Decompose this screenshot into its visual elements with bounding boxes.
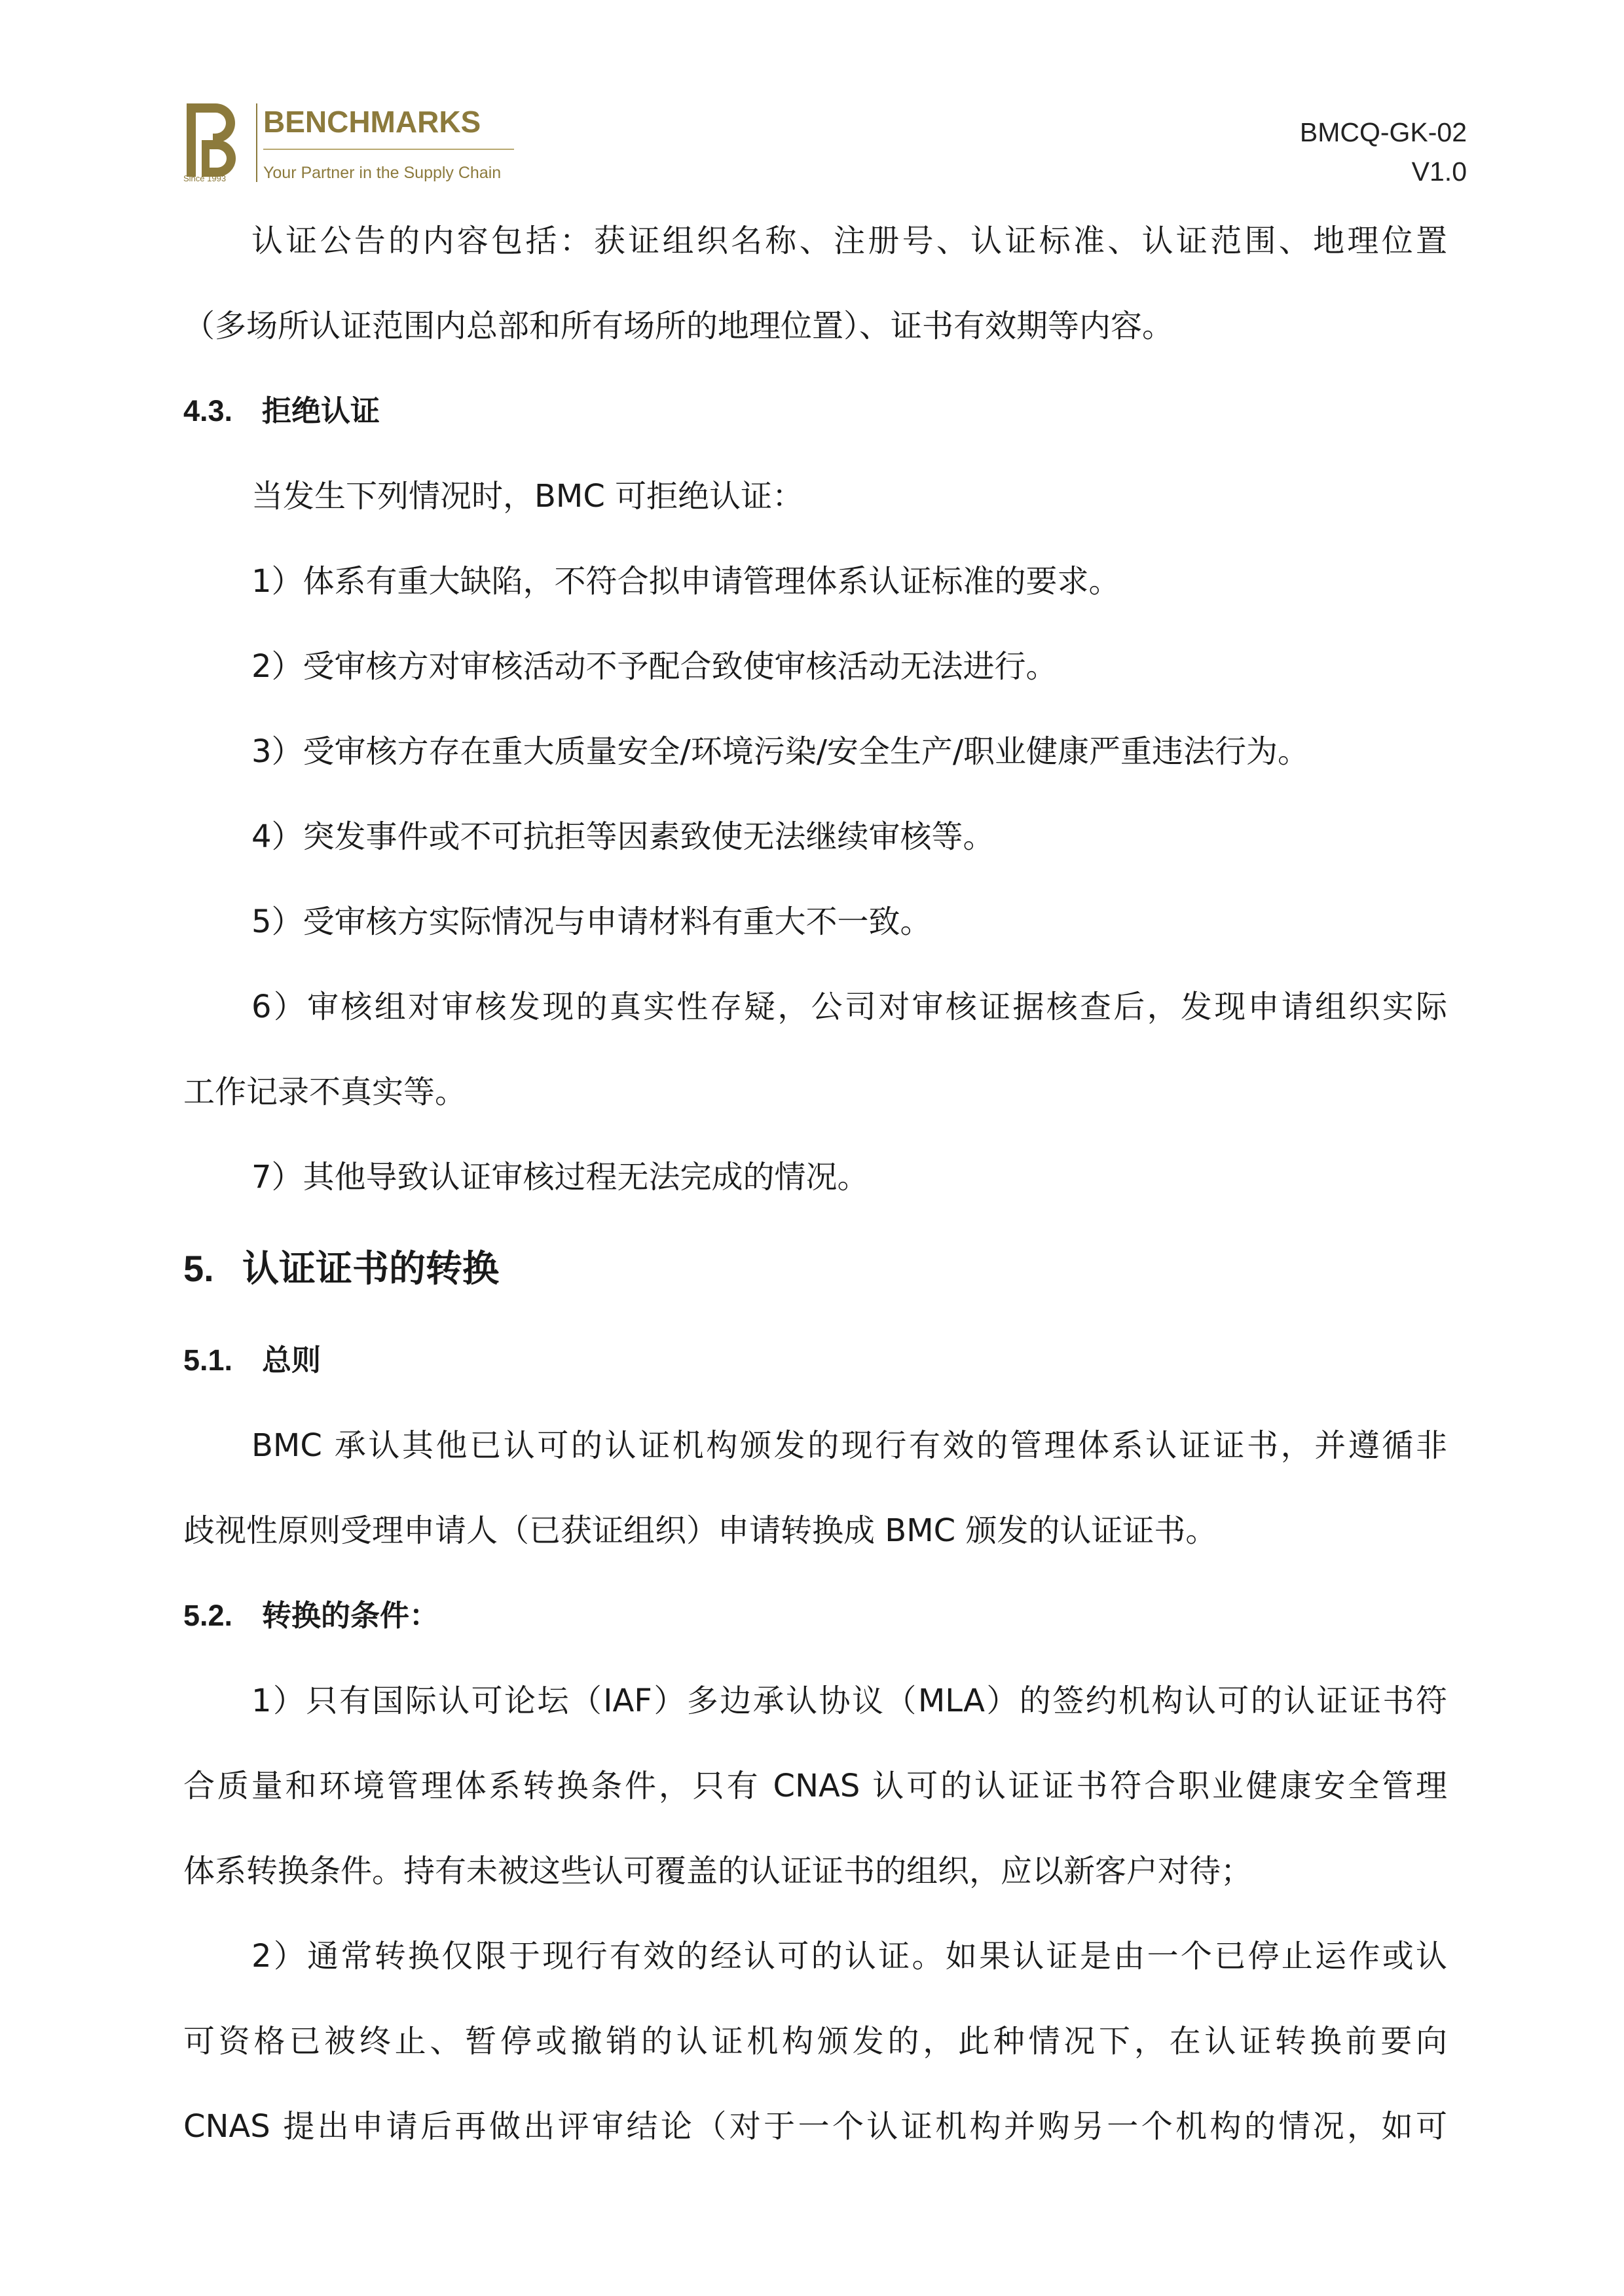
section-5-2-number: 5.2. (183, 1599, 233, 1632)
section-5-1-line1: BMC 承认其他已认可的认证机构颁发的现行有效的管理体系认证证书，并遵循非 (251, 1427, 1447, 1464)
refusal-item-3: 3）受审核方存在重大质量安全/环境污染/安全生产/职业健康严重违法行为。 (251, 733, 1310, 770)
logo-tagline: Your Partner in the Supply Chain (263, 164, 502, 182)
section-4-3-intro: 当发生下列情况时，BMC 可拒绝认证： (251, 478, 804, 515)
section-4-3-title: 拒绝认证 (262, 394, 380, 428)
section-5-title: 认证证书的转换 (242, 1248, 499, 1289)
refusal-item-6-line1: 6）审核组对审核发现的真实性存疑，公司对审核证据核查后，发现申请组织实际 (251, 989, 1447, 1025)
section-5-2-heading (183, 1573, 1447, 1658)
condition-item-2-line3: CNAS 提出申请后再做出评审结论（对于一个认证机构并购另一个机构的情况，如可 (183, 2108, 1447, 2145)
refusal-item-2: 2）受审核方对审核活动不予配合致使审核活动无法进行。 (251, 648, 1058, 685)
condition-item-1-line1: 1）只有国际认可论坛（IAF）多边承认协议（MLA）的签约机构认可的认证证书符 (251, 1683, 1447, 1719)
condition-item-1-line2: 合质量和环境管理体系转换条件，只有 CNAS 认可的认证证书符合职业健康安全管理 (183, 1768, 1447, 1804)
document-version: V1.0 (1411, 156, 1467, 187)
section-5-number: 5. (183, 1248, 214, 1289)
section-5-2-title: 转换的条件： (262, 1599, 439, 1632)
logo-since: Since 1993 (183, 173, 227, 183)
logo-brand: BENCHMARKS (263, 105, 481, 139)
section-5-1-title: 总则 (262, 1343, 322, 1377)
section-4-3-number: 4.3. (183, 394, 233, 428)
refusal-item-6-line2: 工作记录不真实等。 (183, 1074, 467, 1110)
section-5-1-heading (183, 1318, 1447, 1403)
condition-item-2-line1: 2）通常转换仅限于现行有效的经认可的认证。如果认证是由一个已停止运作或认 (251, 1938, 1447, 1975)
section-5-1-number: 5.1. (183, 1343, 233, 1377)
page-header (183, 98, 1467, 196)
refusal-item-5: 5）受审核方实际情况与申请材料有重大不一致。 (251, 903, 932, 940)
paragraph-announcement-line2: （多场所认证范围内总部和所有场所的地理位置）、证书有效期等内容。 (183, 308, 1174, 344)
refusal-item-7: 7）其他导致认证审核过程无法完成的情况。 (251, 1159, 869, 1195)
section-5-heading (183, 1220, 1447, 1318)
logo-mark (187, 103, 236, 177)
refusal-item-4: 4）突发事件或不可抗拒等因素致使无法继续审核等。 (251, 818, 995, 855)
section-4-3-heading (183, 369, 1447, 454)
paragraph-announcement-line1: 认证公告的内容包括：获证组织名称、注册号、认证标准、认证范围、地理位置 (251, 223, 1447, 259)
document-code: BMCQ-GK-02 (1299, 117, 1467, 147)
benchmarks-logo (183, 98, 524, 196)
document-code-block (1300, 113, 1467, 191)
section-5-1-line2: 歧视性原则受理申请人（已获证组织）申请转换成 BMC 颁发的认证证书。 (183, 1512, 1217, 1549)
page-content (183, 198, 1447, 2169)
condition-item-1-line3: 体系转换条件。持有未被这些认可覆盖的认证证书的组织，应以新客户对待； (183, 1853, 1253, 1889)
refusal-item-1: 1）体系有重大缺陷，不符合拟申请管理体系认证标准的要求。 (251, 563, 1120, 600)
condition-item-2-line2: 可资格已被终止、暂停或撤销的认证机构颁发的，此种情况下，在认证转换前要向 (183, 2023, 1447, 2060)
